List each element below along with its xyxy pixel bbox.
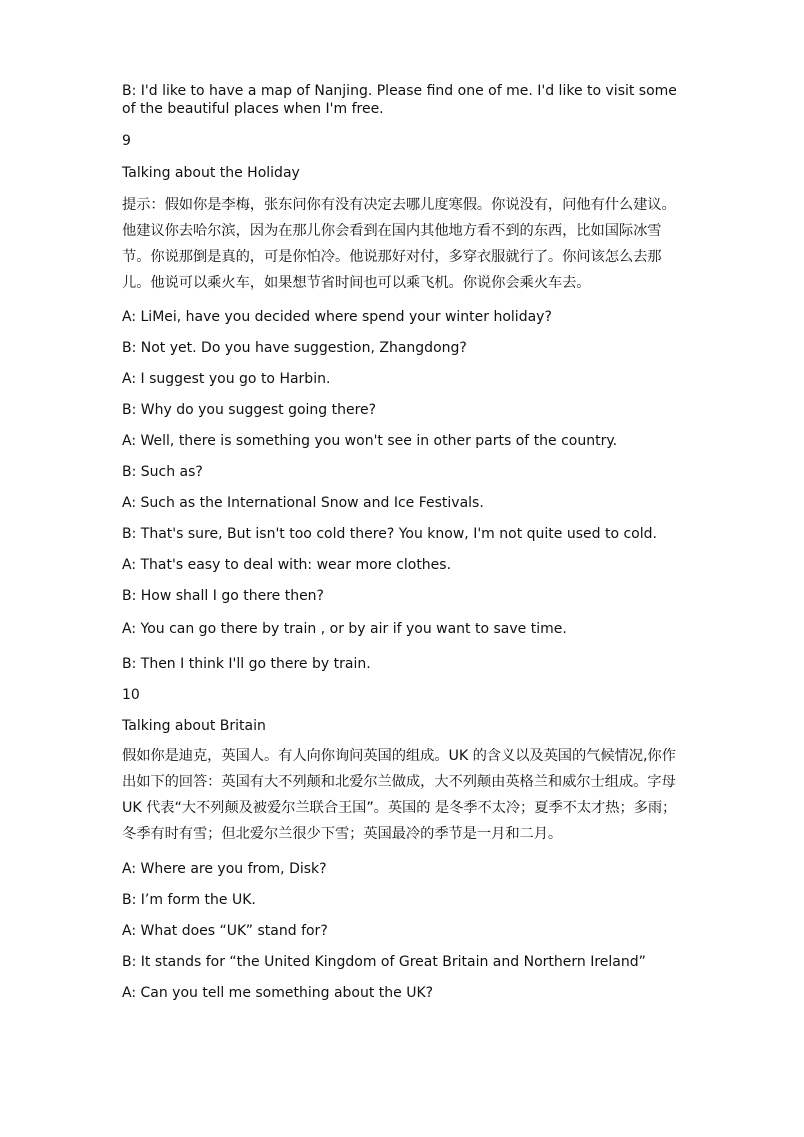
dialog-line: A: LiMei, have you decided where spend your winter holiday? [122,309,552,325]
dialog-line: B: Such as? [122,464,203,480]
dialog-line: A: Can you tell me something about the UK? [122,985,434,1001]
dialog-line: A: Such as the International Snow and Ice Festivals. [122,495,484,511]
dialog-line: B: Why do you suggest going there? [122,402,377,418]
dialog-line: B: Then I think I'll go there by train. [122,656,371,672]
section-9-prompt: 提示：假如你是李梅，张东问你有没有决定去哪儿度寒假。你说没有，问他有什么建议。他建议你去哈尔滨，因为在那儿你会看到在国内其他地方看不到的东西，比如国际冰雪节。你说那倒是真的，可是你怕冷。他说那好对付，多穿衣服就行了。你问该怎么去那儿。他说可以乘火车，如果想节省时间也可以乘飞机。你说你会乘火车去。 [122,197,676,291]
section-9-number: 9 [122,133,131,149]
dialog-line: B: It stands for “the United Kingdom of Great Britain and Northern Ireland” [122,954,646,970]
section-9-dialog [122,308,684,673]
dialog-line: A: What does “UK” stand for? [122,923,328,939]
section-9-title: Talking about the Holiday [122,165,300,181]
section-10-dialog [122,860,684,1002]
dialog-line: A: You can go there by train , or by air if you want to save time. [122,621,567,637]
dialog-line: A: That's easy to deal with: wear more clothes. [122,557,452,573]
dialog-line: B: That's sure, But isn't too cold there? You know, I'm not quite used to cold. [122,526,657,542]
section-10-number: 10 [122,687,140,703]
section-10-title: Talking about Britain [122,718,266,734]
dialog-line: A: I suggest you go to Harbin. [122,371,331,387]
section-10-prompt: 假如你是迪克，英国人。有人向你询问英国的组成。UK 的含义以及英国的气候情况,你作出如下的回答：英国有大不列颠和北爱尔兰做成，大不列颠由英格兰和威尔士组成。字母 UK 代表“大不列颠及被爱尔兰联合王国”。英国的 是冬季不太冷；夏季不太才热；多雨；冬季有时有雪；但北爱尔兰很少下雪；英国最冷的季节是一月和二月。 [122,748,677,842]
dialog-line: B: I’m form the UK. [122,892,256,908]
dialog-line: B: Not yet. Do you have suggestion, Zhangdong? [122,340,467,356]
dialog-line: A: Well, there is something you won't see in other parts of the country. [122,433,618,449]
dialog-line: B: How shall I go there then? [122,588,324,604]
dialog-line: A: Where are you from, Disk? [122,861,327,877]
intro-line: B: I'd like to have a map of Nanjing. Please find one of me. I'd like to visit some of the beautiful places when I'm free. [122,83,677,117]
